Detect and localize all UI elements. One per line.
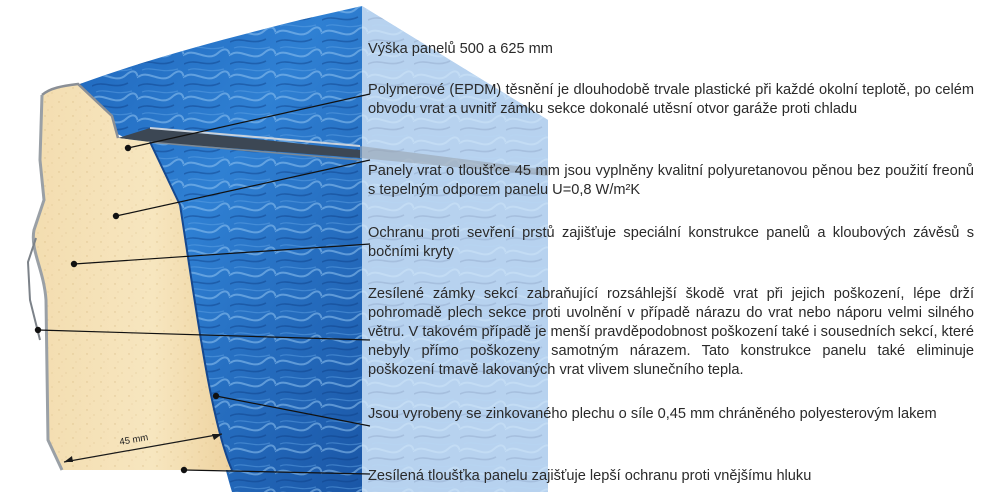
leader-foam-dot <box>113 213 118 218</box>
callout-steel: Jsou vyrobeny se zinkovaného plechu o síle 0,45 mm chráněného polyesterovým lakem <box>368 406 937 422</box>
leader-finger-dot <box>71 261 76 266</box>
leader-seal-dot <box>125 145 130 150</box>
leader-lock-dot <box>35 327 40 332</box>
callout-lock: Zesílené zámky sekcí zabraňující rozsáhlejší škodě vrat při jejich poškození, lépe drží pohromadě plech sekce proti uvolnění v případě nárazu do vrat nebo náporu velmi silného větru. V takovém případě je menší pravděpodobnost poškození také i sousedních sekcí, které nebyly přímo poškozeny samotným nárazem. Tato konstrukce panelu také eliminuje poškození tmavě lakovaných vrat vlivem slunečního tepla. <box>368 286 974 378</box>
callout-finger: Ochranu proti sevření prstů zajišťuje speciální konstrukce panelů a kloubových závěsů s bočními kryty <box>368 225 974 260</box>
callout-foam: Panely vrat o tloušťce 45 mm jsou vyplněny kvalitní polyuretanovou pěnou bez použití freonů s tepelným odporem panelu U=0,8 W/m²K <box>368 163 974 198</box>
callout-thick: Zesílená tloušťka panelu zajišťuje lepší ochranu proti vnějšímu hluku <box>368 468 812 484</box>
leader-steel-dot <box>213 393 218 398</box>
panel-height-title: Výška panelů 500 a 625 mm <box>368 41 553 57</box>
callout-seal: Polymerové (EPDM) těsnění je dlouhodobě trvale plastické při každé okolní teplotě, po celém obvodu vrat a uvnitř zámku sekce dokonalé utěsní otvor garáže proti chladu <box>368 82 974 117</box>
leader-thick-dot <box>181 467 186 472</box>
dimension-label: 45 mm <box>118 432 150 448</box>
